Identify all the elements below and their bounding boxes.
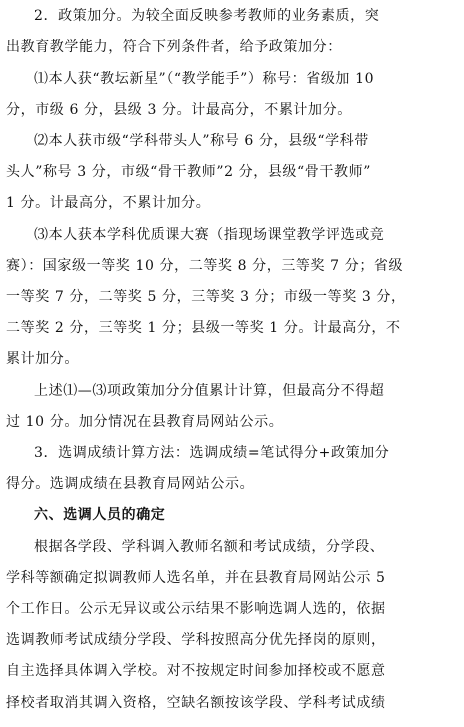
determination-line-1: 根据各学段、学科调入教师名额和考试成绩，分学段、 bbox=[34, 539, 385, 555]
determination-line-2: 学科等额确定拟调教师人选名单，并在县教育局网站公示 5 bbox=[6, 570, 386, 586]
item-1-line-1: ⑴本人获“教坛新星”（“教学能手”）称号：省级加 10 bbox=[34, 71, 375, 87]
determination-line-3: 个工作日。公示无异议或公示结果不影响选调人选的，依据 bbox=[6, 601, 386, 617]
item-1-line-2: 分，市级 6 分，县级 3 分。计最高分，不累计加分。 bbox=[6, 102, 352, 118]
paragraph-policy-bonus-line-2: 出教育教学能力，符合下列条件者，给予政策加分： bbox=[6, 39, 342, 55]
item-3-line-5: 累计加分。 bbox=[6, 351, 79, 367]
score-method-line-2: 得分。选调成绩在县教育局网站公示。 bbox=[6, 476, 255, 492]
item-2-line-3: 1 分。计最高分，不累计加分。 bbox=[6, 195, 211, 211]
item-2-line-1: ⑵本人获市级“学科带头人”称号 6 分，县级“学科带 bbox=[34, 133, 369, 149]
item-3-line-2: 赛）：国家级一等奖 10 分，二等奖 8 分，三等奖 7 分；省级 bbox=[6, 258, 404, 274]
item-3-line-4: 二等奖 2 分，三等奖 1 分；县级一等奖 1 分。计最高分，不 bbox=[6, 320, 401, 336]
paragraph-policy-bonus-line-1: 2．政策加分。为较全面反映参考教师的业务素质，突 bbox=[34, 8, 380, 24]
item-3-line-3: 一等奖 7 分，二等奖 5 分，三等奖 3 分；市级一等奖 3 分， bbox=[6, 289, 406, 305]
section-heading-six: 六、选调人员的确定 bbox=[34, 507, 166, 523]
item-2-line-2: 头人”称号 3 分，市级“骨干教师”2 分，县级“骨干教师” bbox=[6, 164, 371, 180]
determination-line-6: 择校者取消其调入资格，空缺名额按该学段、学科考试成绩 bbox=[6, 695, 386, 711]
cumulative-note-line-2: 过 10 分。加分情况在县教育局网站公示。 bbox=[6, 414, 284, 430]
determination-line-5: 自主选择具体调入学校。对不按规定时间参加择校或不愿意 bbox=[6, 663, 386, 679]
item-3-line-1: ⑶本人获本学科优质课大赛（指现场课堂教学评选或竞 bbox=[34, 227, 385, 243]
cumulative-note-line-1: 上述⑴—⑶项政策加分分值累计计算，但最高分不得超 bbox=[34, 383, 385, 399]
determination-line-4: 选调教师考试成绩分学段、学科按照高分优先择岗的原则， bbox=[6, 632, 386, 648]
score-method-line-1: 3．选调成绩计算方法：选调成绩=笔试得分+政策加分 bbox=[34, 445, 390, 461]
